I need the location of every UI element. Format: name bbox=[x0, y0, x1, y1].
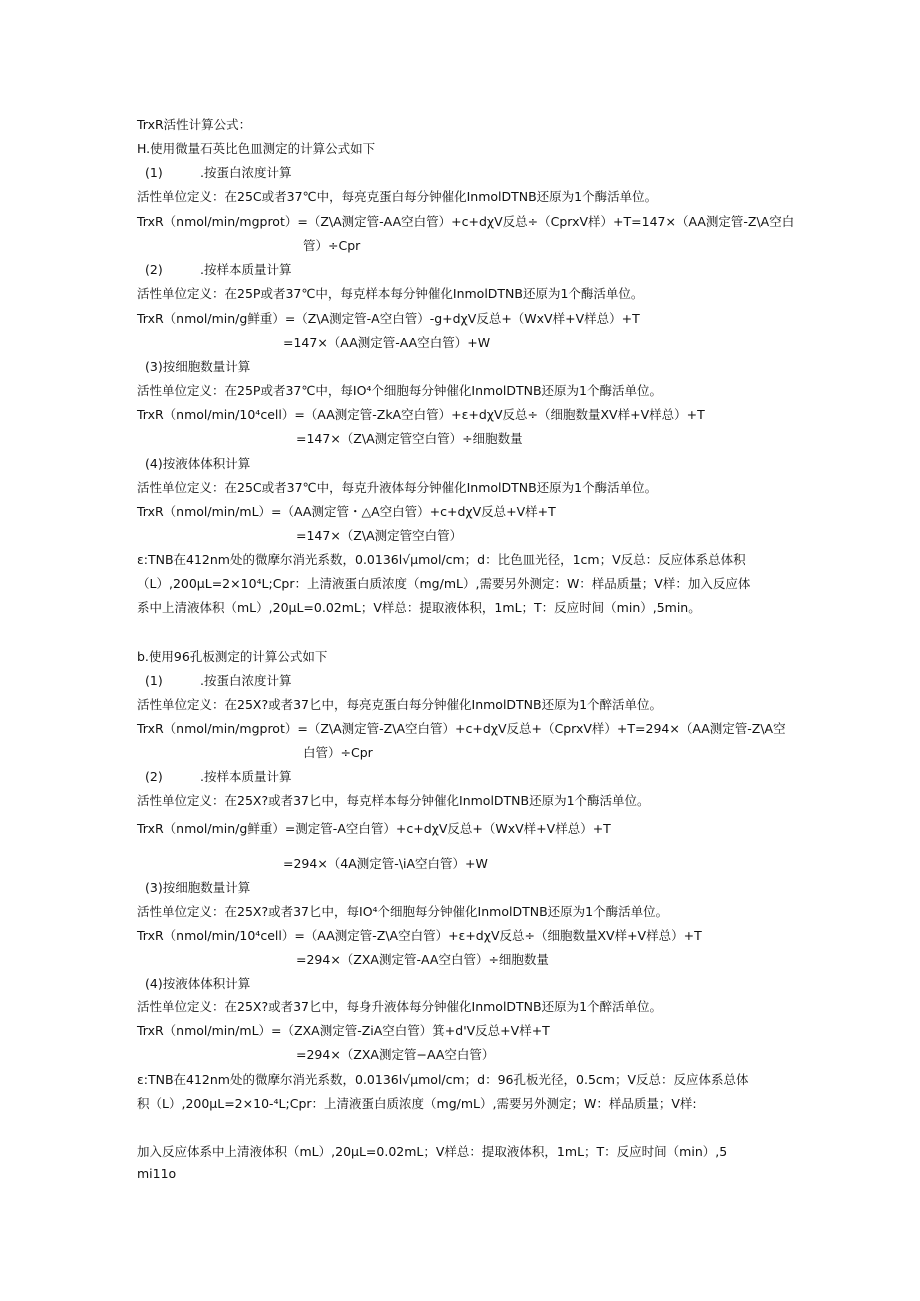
unit-definition: 活性单位定义：在25X?或者37匕中，每IO⁴个细胞每分钟催化InmolDTNB还原为1个酶活单位。 bbox=[137, 904, 669, 919]
section-b-item-4: (4)按液体体积计算 bbox=[145, 976, 251, 991]
section-a-item-4: (4)按液体体积计算 bbox=[145, 456, 251, 471]
section-a-item-3: (3)按细胞数量计算 bbox=[145, 359, 251, 374]
item-number: (1) bbox=[145, 673, 163, 688]
unit-definition: 活性单位定义：在25P或者37℃中，每克样本每分钟催化InmolDTNB还原为1个酶活单位。 bbox=[137, 286, 644, 301]
unit-definition: 活性单位定义：在25X?或者37匕中，每克样本每分钟催化InmolDTNB还原为1个酶活单位。 bbox=[137, 793, 650, 808]
formula-line: TrxR（nmol/min/g鲜重）=测定管-A空白管）+c+dχV反总+（WxV样+V样总）+T bbox=[137, 821, 611, 836]
item-title: .按蛋白浓度计算 bbox=[200, 673, 292, 688]
formula-continuation: =147×（Z\A测定管空白管） bbox=[296, 528, 463, 543]
section-b-item-2 bbox=[145, 769, 291, 784]
unit-definition: 活性单位定义：在25X?或者37匕中，每亮克蛋白每分钟催化InmolDTNB还原为1个醉活单位。 bbox=[137, 697, 663, 712]
item-title: .按样本质量计算 bbox=[200, 262, 292, 277]
formula-continuation: 白管）÷Cpr bbox=[303, 745, 373, 760]
formula-line: TrxR（nmol/min/mL）=（AA测定管・△A空白管）+c+dχV反总+V样+T bbox=[137, 504, 556, 519]
formula-continuation: =294×（ZXA测定管-AA空白管）÷细胞数量 bbox=[296, 952, 549, 967]
formula-line: TrxR（nmol/min/10⁴cell）=（AA测定管-Z\A空白管）+ε+dχV反总÷（细胞数量XV样+V样总）+T bbox=[137, 928, 702, 943]
symbol-note: （L）,200μL=2×10⁴L;Cpr：上清液蛋白质浓度（mg/mL）,需要另外测定：W：样品质量；V样：加入反应体 bbox=[137, 576, 751, 591]
formula-line: TrxR（nmol/min/g鲜重）=（Z\A测定管-A空白管）-g+dχV反总+（WxV样+V样总）+T bbox=[137, 311, 640, 326]
section-a-item-1 bbox=[145, 165, 291, 180]
section-b-item-1 bbox=[145, 673, 291, 688]
formula-continuation: =294×（4A测定管-\iA空白管）+W bbox=[283, 856, 488, 871]
item-title: .按蛋白浓度计算 bbox=[200, 165, 292, 180]
symbol-note: 加入反应体系中上清液体积（mL）,20μL=0.02mL；V样总：提取液体积，1mL；T：反应时间（min）,5 bbox=[137, 1144, 728, 1159]
section-a-item-2 bbox=[145, 262, 291, 277]
formula-line: TrxR（nmol/min/mgprot）=（Z\A测定管-Z\A空白管）+c+dχV反总+（CprxV样）+T=294×（AA测定管-Z\A空 bbox=[137, 721, 786, 736]
symbol-note: mi11o bbox=[137, 1166, 177, 1181]
item-title: .按样本质量计算 bbox=[200, 769, 292, 784]
item-number: (2) bbox=[145, 769, 163, 784]
symbol-note: ε:TNB在412nm处的微摩尔消光系数，0.0136l√μmol/cm；d：比色皿光径，1cm；V反总：反应体系总体积 bbox=[137, 552, 746, 567]
section-b-item-3: (3)按细胞数量计算 bbox=[145, 880, 251, 895]
formula-line: TrxR（nmol/min/10⁴cell）=（AA测定管-ZkA空白管）+ε+dχV反总÷（细胞数量XV样+V样总）+T bbox=[137, 407, 705, 422]
item-number: (2) bbox=[145, 262, 163, 277]
unit-definition: 活性单位定义：在25X?或者37匕中，每身升液体每分钟催化InmolDTNB还原为1个醉活单位。 bbox=[137, 999, 663, 1014]
formula-continuation: =147×（AA测定管-AA空白管）+W bbox=[283, 335, 491, 350]
section-b-heading: b.使用96孔板测定的计算公式如下 bbox=[137, 649, 328, 664]
formula-continuation: =147×（Z\A测定管空白管）÷细胞数量 bbox=[296, 431, 523, 446]
unit-definition: 活性单位定义：在25C或者37℃中，每亮克蛋白每分钟催化InmolDTNB还原为1个酶活单位。 bbox=[137, 189, 658, 204]
symbol-note: 积（L）,200μL=2×10-⁴L;Cpr：上清液蛋白质浓度（mg/mL）,需要另外测定；W：样品质量；V样: bbox=[137, 1096, 697, 1111]
formula-continuation: =294×（ZXA测定管−AA空白管） bbox=[296, 1047, 495, 1062]
unit-definition: 活性单位定义：在25C或者37℃中，每克升液体每分钟催化InmolDTNB还原为1个酶活单位。 bbox=[137, 480, 658, 495]
formula-continuation: 管）÷Cpr bbox=[303, 238, 361, 253]
formula-line: TrxR（nmol/min/mL）=（ZXA测定管-ZiA空白管）箕+d'V反总+V样+T bbox=[137, 1023, 550, 1038]
symbol-note: ε:TNB在412nm处的微摩尔消光系数，0.0136l√μmol/cm；d：96孔板光径，0.5cm；V反总：反应体系总体 bbox=[137, 1072, 749, 1087]
symbol-note: 系中上清液体积（mL）,20μL=0.02mL；V样总：提取液体积，1mL；T：反应时间（min）,5min。 bbox=[137, 600, 701, 615]
doc-title: TrxR活性计算公式： bbox=[137, 117, 252, 132]
item-number: (1) bbox=[145, 165, 163, 180]
unit-definition: 活性单位定义：在25P或者37℃中，每IO⁴个细胞每分钟催化InmolDTNB还原为1个酶活单位。 bbox=[137, 383, 662, 398]
section-a-heading: H.使用微量石英比色皿测定的计算公式如下 bbox=[137, 141, 376, 156]
formula-line: TrxR（nmol/min/mgprot）=（Z\A测定管-AA空白管）+c+dχV反总÷（CprxV样）+T=147×（AA测定管-Z\A空白 bbox=[137, 214, 795, 229]
